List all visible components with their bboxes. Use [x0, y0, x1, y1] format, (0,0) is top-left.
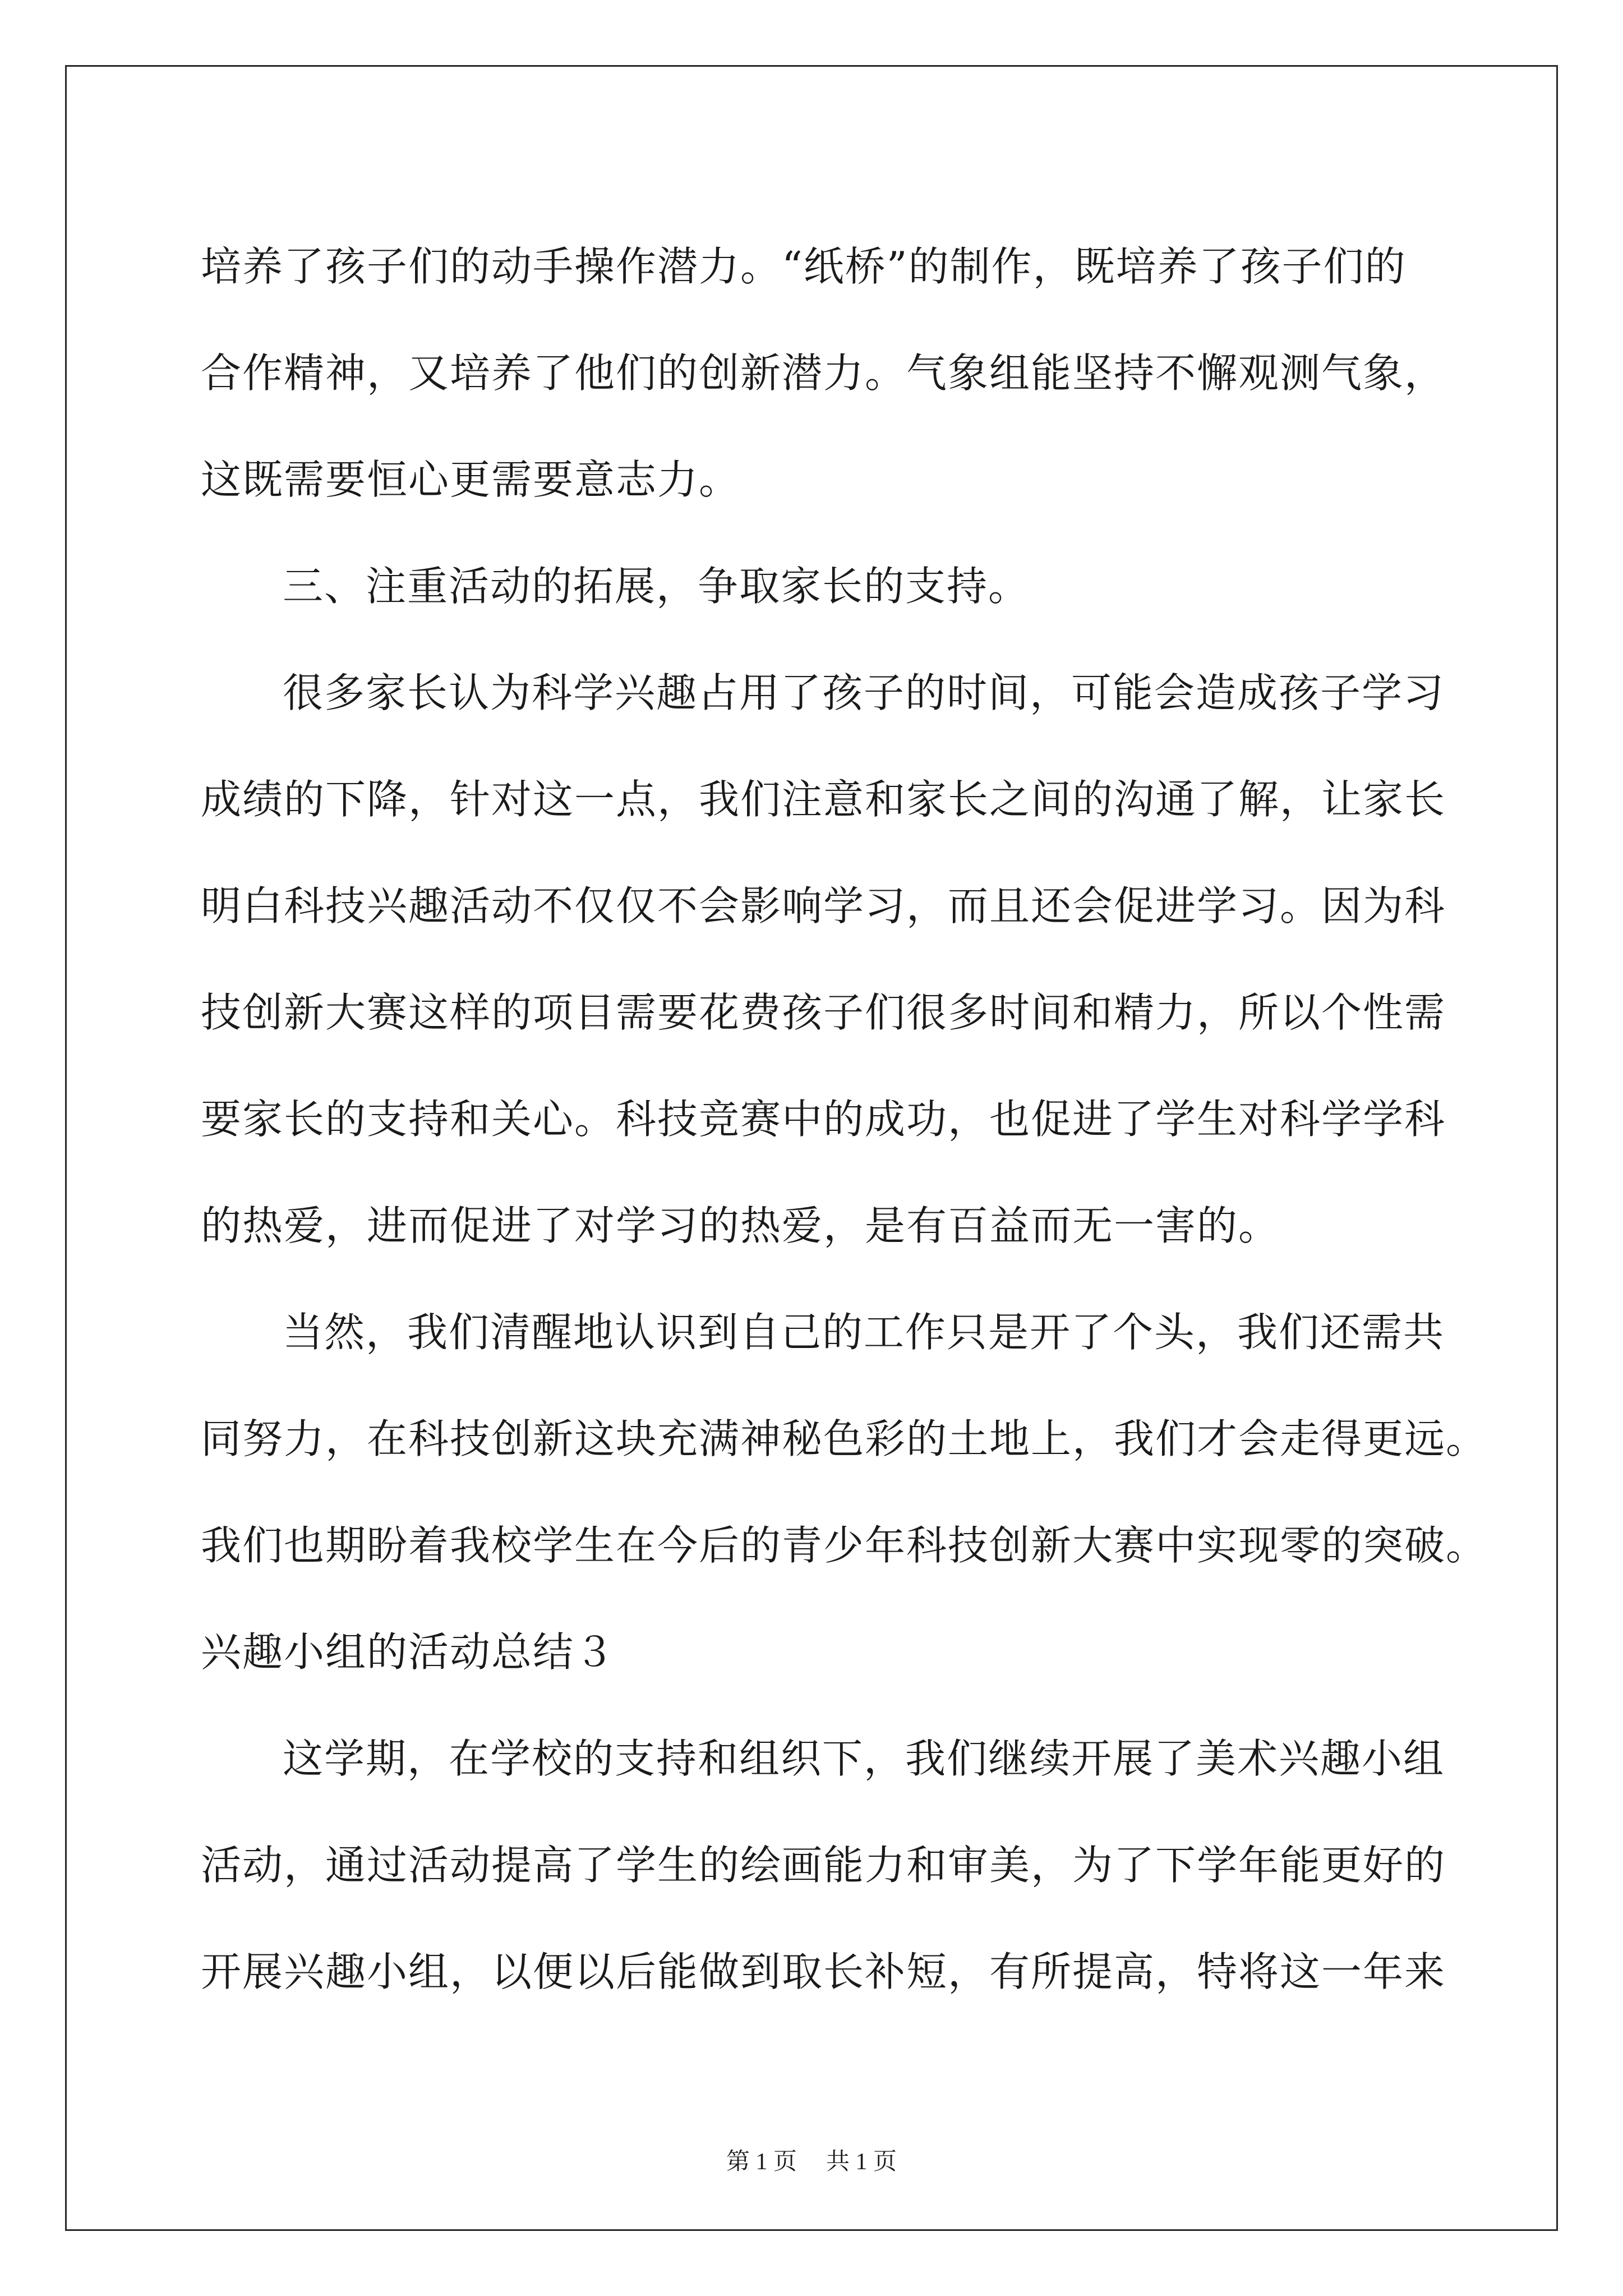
paragraph-line: 培养了孩子们的动手操作潜力。“纸桥”的制作，既培养了孩子们的 — [201, 243, 1407, 290]
paragraph-line: 很多家长认为科学兴趣占用了孩子的时间，可能会造成孩子学习 — [283, 669, 1445, 716]
paragraph-line: 这既需要恒心更需要意志力。 — [201, 456, 741, 503]
paragraph-line: 活动，通过活动提高了学生的绘画能力和审美，为了下学年能更好的 — [201, 1842, 1446, 1889]
document-title: 兴趣小组的活动总结３ — [201, 1628, 616, 1676]
page-total: 共 1 页 — [826, 2149, 897, 2175]
paragraph-line: 当然，我们清醒地认识到自己的工作只是开了个头，我们还需共 — [283, 1309, 1445, 1356]
paragraph-line: 要家长的支持和关心。科技竞赛中的成功，也促进了学生对科学学科 — [201, 1096, 1446, 1143]
paragraph-line: 合作精神，又培养了他们的创新潜力。气象组能坚持不懈观测气象， — [201, 349, 1446, 397]
page-footer — [0, 2143, 1623, 2177]
section-heading: 三、注重活动的拓展，争取家长的支持。 — [283, 563, 1030, 610]
paragraph-line: 开展兴趣小组，以便以后能做到取长补短，有所提高，特将这一年来 — [201, 1948, 1446, 1995]
paragraph-line: 成绩的下降，针对这一点，我们注意和家长之间的沟通了解，让家长 — [201, 776, 1446, 823]
paragraph-line: 这学期，在学校的支持和组织下，我们继续开展了美术兴趣小组 — [283, 1735, 1445, 1782]
page-number: 第 1 页 — [726, 2149, 797, 2175]
paragraph-line: 明白科技兴趣活动不仅仅不会影响学习，而且还会促进学习。因为科 — [201, 882, 1446, 930]
paragraph-line: 我们也期盼着我校学生在今后的青少年科技创新大赛中实现零的突破。 — [201, 1522, 1488, 1569]
document-body — [201, 213, 1488, 2025]
paragraph-line: 的热爱，进而促进了对学习的热爱，是有百益而无一害的。 — [201, 1202, 1280, 1249]
paragraph-line: 技创新大赛这样的项目需要花费孩子们很多时间和精力，所以个性需 — [201, 989, 1446, 1036]
paragraph-line: 同努力，在科技创新这块充满神秘色彩的土地上，我们才会走得更远。 — [201, 1415, 1488, 1462]
